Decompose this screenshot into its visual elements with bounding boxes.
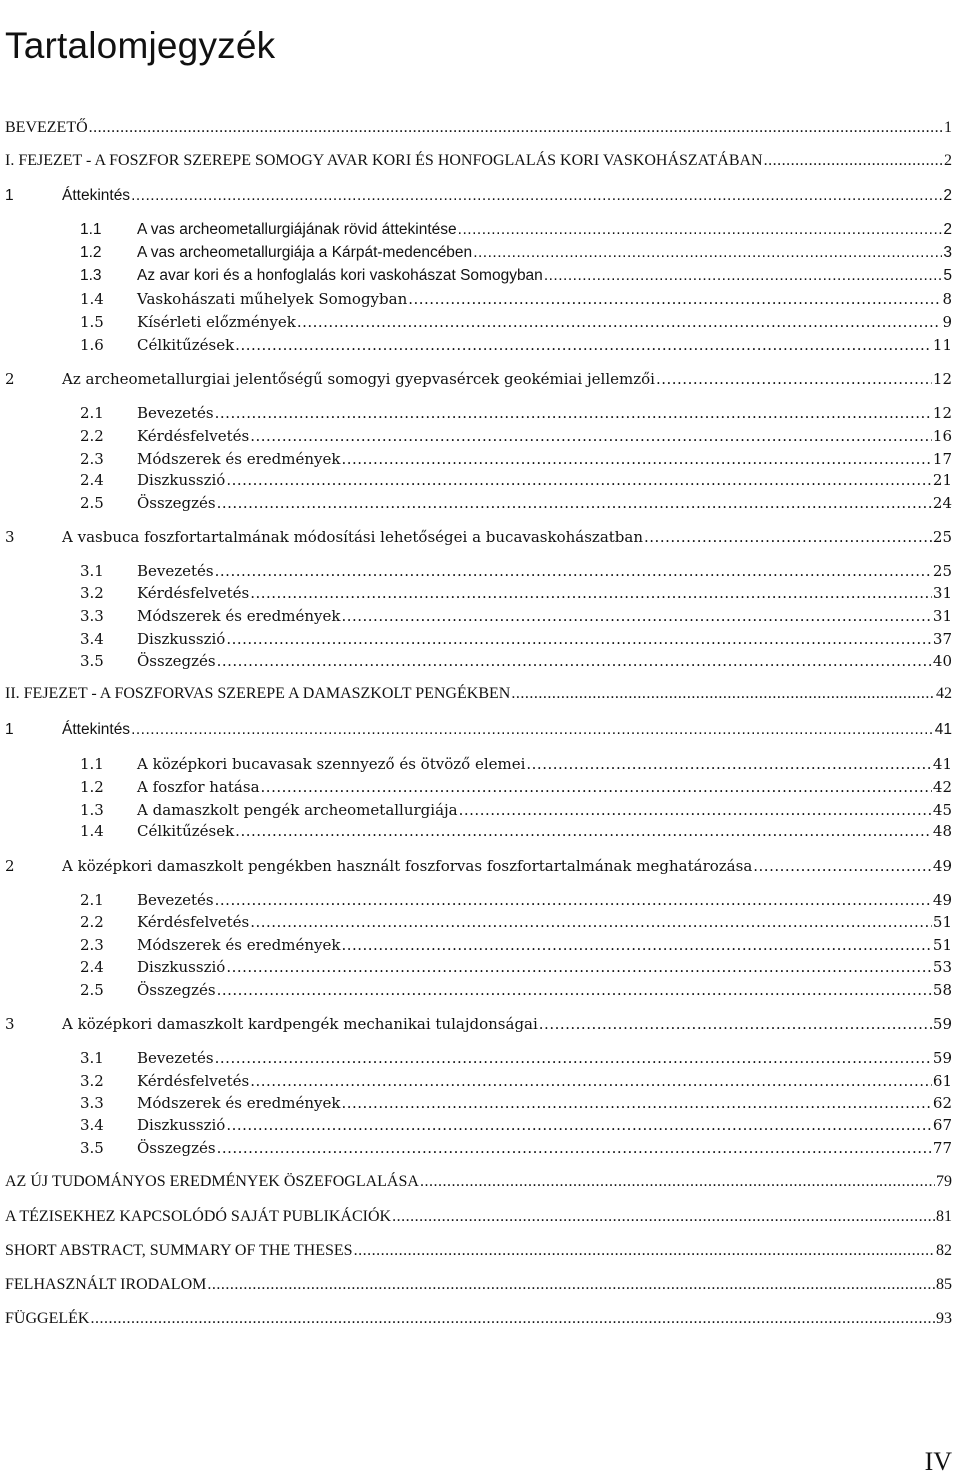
toc-entry-title: A foszfor hatása (137, 778, 260, 796)
dot-leader (753, 855, 932, 877)
toc-entry-title: Célkitűzések (137, 822, 235, 840)
toc-entry-number: 3.1 (80, 562, 104, 580)
toc-entry-title: Bevezetés (137, 404, 214, 422)
toc-entry-page: 85 (936, 1276, 952, 1293)
dot-leader (539, 1013, 932, 1035)
toc-entry-number: 3 (5, 1015, 15, 1033)
dot-leader (544, 265, 943, 287)
dot-leader (90, 1308, 935, 1330)
toc-entry[interactable] (80, 265, 952, 287)
toc-entry[interactable] (5, 1308, 952, 1330)
toc-entry-page: 41 (932, 755, 952, 773)
toc-entry-page: 49 (932, 891, 952, 909)
toc-entry-title: BEVEZETŐ (5, 119, 88, 136)
toc-entry-page: 17 (932, 450, 952, 468)
toc-entry-number: 1.4 (80, 822, 104, 840)
dot-leader (341, 448, 931, 470)
toc-entry-title: A vasbuca foszfortartalmának módosítási lehetőségei a bucavaskohászatban (62, 528, 644, 546)
toc-entry-page: 2 (943, 221, 952, 238)
toc-entry-number: 2 (5, 370, 15, 388)
dot-leader (235, 820, 932, 842)
toc-entry[interactable] (80, 448, 952, 470)
toc-entry-number: 2.1 (80, 891, 104, 909)
toc-entry-number: 1.4 (80, 290, 104, 308)
toc-entry[interactable] (80, 911, 952, 933)
toc-entry[interactable] (5, 683, 952, 705)
dot-leader (217, 979, 932, 1001)
page-title: Tartalomjegyzék (5, 25, 276, 66)
toc-entry-page: 93 (936, 1310, 952, 1327)
dot-leader (89, 117, 943, 139)
dot-leader (459, 799, 932, 821)
toc-entry-number: 2.5 (80, 494, 104, 512)
toc-entry[interactable] (80, 492, 952, 514)
toc-entry[interactable] (80, 650, 952, 672)
dot-leader (217, 1137, 932, 1159)
dot-leader (250, 582, 932, 604)
dot-leader (473, 242, 942, 264)
toc-entry-number: 2.4 (80, 958, 104, 976)
dot-leader (764, 150, 943, 172)
toc-entry[interactable] (5, 719, 952, 741)
toc-entry[interactable] (5, 117, 952, 139)
toc-entry-title: A vas archeometallurgiájának rövid áttekintése (137, 221, 457, 238)
dot-leader (656, 368, 932, 390)
toc-entry[interactable] (80, 628, 952, 650)
toc-entry-title: II. FEJEZET - A FOSZFORVAS SZEREPE A DAMASZKOLT PENGÉKBEN (5, 685, 511, 702)
toc-entry-number: 2.2 (80, 427, 104, 445)
toc-entry[interactable] (80, 560, 952, 582)
toc-entry[interactable] (80, 1137, 952, 1159)
dot-leader (250, 1070, 932, 1092)
dot-leader (341, 934, 931, 956)
toc-entry[interactable] (5, 185, 952, 207)
toc-entry[interactable] (5, 150, 952, 172)
toc-entry-title: Bevezetés (137, 1049, 214, 1067)
toc-entry-page: 82 (936, 1242, 952, 1259)
toc-entry-title: Módszerek és eredmények (137, 607, 341, 625)
toc-entry-title: I. FEJEZET - A FOSZFOR SZEREPE SOMOGY AVAR KORI ÉS HONFOGLALÁS KORI VASKOHÁSZATÁBAN (5, 152, 763, 169)
dot-leader (217, 492, 932, 514)
dot-leader (131, 719, 934, 741)
toc-entry[interactable] (80, 1092, 952, 1114)
toc-entry-number: 1.3 (80, 267, 102, 284)
toc-entry-page: 9 (942, 313, 952, 331)
toc-entry-page: 2 (944, 152, 952, 169)
toc-entry-page: 2 (943, 187, 952, 204)
toc-entry-number: 3.5 (80, 652, 104, 670)
dot-leader (297, 311, 942, 333)
toc-entry-title: Összegzés (137, 1139, 216, 1157)
toc-entry[interactable] (5, 1240, 952, 1262)
toc-entry-title: Vaskohászati műhelyek Somogyban (137, 290, 408, 308)
toc-entry-page: 53 (932, 958, 952, 976)
toc-entry-page: 24 (932, 494, 952, 512)
toc-entry[interactable] (80, 934, 952, 956)
toc-entry-number: 2.1 (80, 404, 104, 422)
dot-leader (261, 776, 932, 798)
toc-entry-page: 45 (932, 801, 952, 819)
toc-entry-page: 5 (943, 267, 952, 284)
toc-entry-page: 42 (936, 685, 952, 702)
toc-entry-number: 3.3 (80, 1094, 104, 1112)
toc-entry[interactable] (80, 605, 952, 627)
toc-entry-page: 25 (932, 528, 952, 546)
toc-entry-title: Bevezetés (137, 891, 214, 909)
toc-entry[interactable] (80, 1070, 952, 1092)
dot-leader (215, 889, 932, 911)
toc-entry-page: 12 (932, 404, 952, 422)
toc-entry-number: 3.1 (80, 1049, 104, 1067)
dot-leader (235, 334, 932, 356)
dot-leader (354, 1240, 935, 1262)
toc-entry-title: FELHASZNÁLT IRODALOM (5, 1276, 207, 1293)
toc-entry[interactable] (5, 1274, 952, 1296)
page-number: IV (924, 1447, 952, 1476)
toc-entry-number: 2.3 (80, 450, 104, 468)
toc-entry-title: Összegzés (137, 652, 216, 670)
toc-entry[interactable] (80, 425, 952, 447)
toc-entry-number: 1.1 (80, 221, 102, 238)
dot-leader (215, 402, 932, 424)
toc-entry-title: AZ ÚJ TUDOMÁNYOS EREDMÉNYEK ÖSZEFOGLALÁSA (5, 1173, 419, 1190)
toc-entry-number: 1.2 (80, 244, 102, 261)
toc-entry[interactable] (80, 219, 952, 241)
toc-entry-number: 3.5 (80, 1139, 104, 1157)
toc-entry-number: 2 (5, 857, 15, 875)
toc-entry-title: Kérdésfelvetés (137, 584, 250, 602)
toc-entry-page: 1 (944, 119, 952, 136)
toc-entry-title: Diszkusszió (137, 630, 226, 648)
dot-leader (226, 469, 932, 491)
toc-entry[interactable] (80, 820, 952, 842)
toc-entry-number: 3.2 (80, 1072, 104, 1090)
toc-entry-page: 21 (932, 471, 952, 489)
toc-entry-number: 1.6 (80, 336, 104, 354)
toc-entry-number: 2.3 (80, 936, 104, 954)
toc-entry-page: 62 (932, 1094, 952, 1112)
dot-leader (131, 185, 942, 207)
toc-entry[interactable] (80, 979, 952, 1001)
toc-entry[interactable] (5, 368, 952, 390)
toc-entry-title: Diszkusszió (137, 471, 226, 489)
toc-entry-number: 2.2 (80, 913, 104, 931)
dot-leader (215, 1047, 932, 1069)
toc-entry-number: 1 (5, 721, 14, 738)
toc-entry[interactable] (80, 889, 952, 911)
toc-entry-title: Áttekintés (62, 187, 131, 204)
dot-leader (526, 753, 932, 775)
toc-entry[interactable] (80, 402, 952, 424)
dot-leader (215, 560, 932, 582)
toc-entry[interactable] (80, 1047, 952, 1069)
toc-entry-page: 49 (932, 857, 952, 875)
toc-entry-title: A középkori damaszkolt kardpengék mechanikai tulajdonságai (62, 1015, 538, 1033)
toc-entry-page: 41 (934, 721, 952, 738)
toc-entry-title: A középkori bucavasak szennyező és ötvöző elemei (137, 755, 526, 773)
dot-leader (341, 1092, 931, 1114)
toc-entry-title: Módszerek és eredmények (137, 1094, 341, 1112)
toc-entry[interactable] (80, 311, 952, 333)
toc-entry-number: 3 (5, 528, 15, 546)
dot-leader (408, 288, 941, 310)
toc-entry[interactable] (80, 776, 952, 798)
toc-entry-title: Diszkusszió (137, 1116, 226, 1134)
toc-entry-page: 77 (932, 1139, 952, 1157)
toc-entry[interactable] (80, 1114, 952, 1136)
dot-leader (217, 650, 932, 672)
toc-entry-title: Kérdésfelvetés (137, 427, 250, 445)
toc-entry-title: Diszkusszió (137, 958, 226, 976)
dot-leader (207, 1274, 935, 1296)
toc-entry-page: 8 (942, 290, 952, 308)
toc-entry-page: 25 (932, 562, 952, 580)
dot-leader (458, 219, 943, 241)
dot-leader (392, 1206, 935, 1228)
toc-entry[interactable] (80, 242, 952, 264)
toc-entry-title: Kísérleti előzmények (137, 313, 296, 331)
toc-entry-page: 12 (932, 370, 952, 388)
toc-entry-page: 59 (932, 1049, 952, 1067)
dot-leader (226, 956, 932, 978)
dot-leader (644, 526, 932, 548)
toc-entry-title: A damaszkolt pengék archeometallurgiája (137, 801, 458, 819)
toc-entry-page: 51 (932, 913, 952, 931)
dot-leader (226, 628, 932, 650)
toc-entry[interactable] (5, 1013, 952, 1035)
toc-entry-title: SHORT ABSTRACT, SUMMARY OF THE THESES (5, 1242, 353, 1259)
toc-entry-number: 1.3 (80, 801, 104, 819)
toc-entry-number: 2.4 (80, 471, 104, 489)
toc-entry-title: A vas archeometallurgiája a Kárpát-medencében (137, 244, 473, 261)
toc-entry-number: 1.5 (80, 313, 104, 331)
toc-entry[interactable] (80, 334, 952, 356)
toc-entry-page: 48 (932, 822, 952, 840)
toc-entry[interactable] (80, 582, 952, 604)
toc-entry[interactable] (80, 288, 952, 310)
toc-entry[interactable] (5, 1171, 952, 1193)
toc-entry-number: 3.4 (80, 1116, 104, 1134)
toc-entry-page: 40 (932, 652, 952, 670)
toc-entry-page: 31 (932, 607, 952, 625)
toc-entry-title: Összegzés (137, 494, 216, 512)
toc-entry-page: 58 (932, 981, 952, 999)
toc-entry-page: 51 (932, 936, 952, 954)
toc-entry-page: 79 (936, 1173, 952, 1190)
dot-leader (341, 605, 931, 627)
dot-leader (420, 1171, 935, 1193)
toc-entry-title: FÜGGELÉK (5, 1310, 90, 1327)
dot-leader (250, 911, 932, 933)
toc-entry-number: 1.1 (80, 755, 104, 773)
toc-entry-number: 3.4 (80, 630, 104, 648)
toc-entry-title: Módszerek és eredmények (137, 936, 341, 954)
toc-entry-title: Célkitűzések (137, 336, 235, 354)
toc-entry-number: 1 (5, 187, 14, 204)
toc-entry-page: 67 (932, 1116, 952, 1134)
toc-entry-title: A TÉZISEKHEZ KAPCSOLÓDÓ SAJÁT PUBLIKÁCIÓK (5, 1208, 392, 1225)
toc-entry-title: A középkori damaszkolt pengékben használt foszforvas foszfortartalmának meghatározása (62, 857, 753, 875)
toc-entry-number: 1.2 (80, 778, 104, 796)
toc-entry-title: Kérdésfelvetés (137, 1072, 250, 1090)
toc-entry-title: Áttekintés (62, 721, 131, 738)
toc-entry-title: Összegzés (137, 981, 216, 999)
toc-entry-page: 3 (943, 244, 952, 261)
toc-entry[interactable] (80, 799, 952, 821)
dot-leader (511, 683, 935, 705)
toc-entry-number: 3.3 (80, 607, 104, 625)
toc-entry-title: Az avar kori és a honfoglalás kori vaskohászat Somogyban (137, 267, 543, 284)
toc-entry[interactable] (80, 469, 952, 491)
toc-entry-page: 42 (932, 778, 952, 796)
toc-entry[interactable] (5, 526, 952, 548)
toc-entry-title: Kérdésfelvetés (137, 913, 250, 931)
toc-entry-page: 81 (936, 1208, 952, 1225)
toc-entry-title: Bevezetés (137, 562, 214, 580)
toc-entry-title: Módszerek és eredmények (137, 450, 341, 468)
dot-leader (226, 1114, 932, 1136)
toc-entry-page: 11 (932, 336, 952, 354)
toc-entry-page: 31 (932, 584, 952, 602)
toc-entry-page: 16 (932, 427, 952, 445)
toc-entry-number: 3.2 (80, 584, 104, 602)
toc-entry[interactable] (80, 753, 952, 775)
toc-entry-page: 37 (932, 630, 952, 648)
toc-entry[interactable] (80, 956, 952, 978)
toc-entry-page: 59 (932, 1015, 952, 1033)
toc-entry[interactable] (5, 1206, 952, 1228)
toc-entry-number: 2.5 (80, 981, 104, 999)
dot-leader (250, 425, 932, 447)
toc-entry-page: 61 (932, 1072, 952, 1090)
toc-entry[interactable] (5, 855, 952, 877)
toc-entry-title: Az archeometallurgiai jelentőségű somogyi gyepvasércek geokémiai jellemzői (62, 370, 655, 388)
